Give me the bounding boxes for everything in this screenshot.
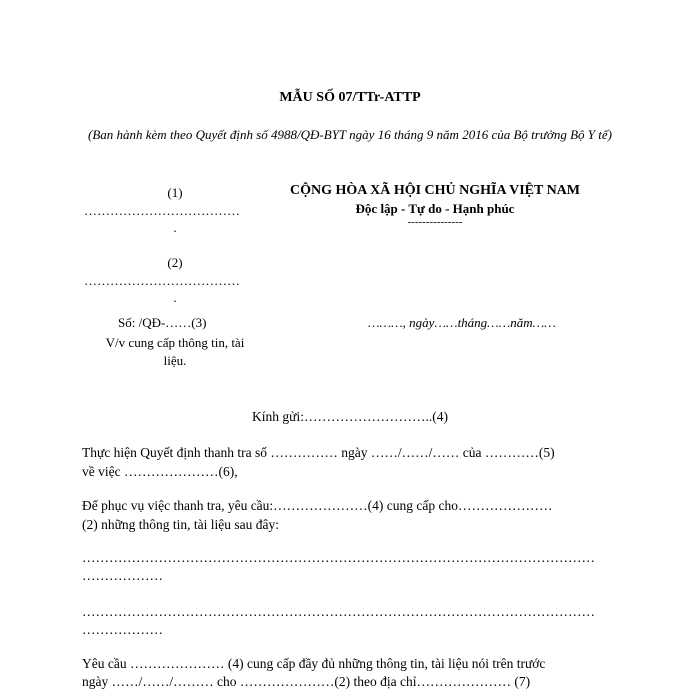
paragraph-1-line-1: Thực hiện Quyết định thanh tra số …………… ngày ……/……/…… của …………(5) — [82, 445, 555, 460]
motto: Độc lập - Tự do - Hạnh phúc — [355, 201, 515, 216]
document-number: Số: /QĐ-……(3) — [118, 315, 207, 330]
paragraph-2-line-2: (2) những thông tin, tài liệu sau đây: — [82, 517, 280, 532]
nation-header: CỘNG HÒA XÃ HỘI CHỦ NGHĨA VIỆT NAM — [289, 183, 580, 198]
blank-line-a-1: …………………………………………………………………………………………………… — [82, 550, 595, 565]
paragraph-3-line-2: ngày ……/……/……… cho …………………(2) theo địa chỉ………………… (7) — [82, 674, 531, 689]
paragraph-2-line-1: Để phục vụ việc thanh tra, yêu cầu:…………………(4) cung cấp cho………………… — [82, 498, 553, 513]
form-title: MẪU SỐ 07/TTr-ATTP — [279, 90, 421, 105]
salutation: Kính gửi:………………………..(4) — [252, 409, 448, 424]
blank-line-b-2: ……………… — [82, 622, 163, 637]
paragraph-3-line-1: Yêu cầu ………………… (4) cung cấp đầy đủ những thông tin, tài liệu nói trên trước — [82, 656, 546, 671]
subject-line-2: liệu. — [163, 353, 187, 368]
subject-line-1: V/v cung cấp thông tin, tài — [105, 335, 245, 350]
form-subtitle: (Ban hành kèm theo Quyết định số 4988/QĐ-BYT ngày 16 tháng 9 năm 2016 của Bộ trưởng Bộ Y tế) — [88, 127, 612, 142]
org1-label: (1) — [167, 185, 183, 200]
org1-dots: ……………………………… — [84, 203, 240, 218]
org2-dot: . — [173, 290, 177, 305]
org2-label: (2) — [167, 255, 183, 270]
blank-line-a-2: ……………… — [82, 568, 163, 583]
motto-rule: --------------- — [407, 216, 463, 228]
org1-dot: . — [173, 220, 177, 235]
org2-dots: ……………………………… — [84, 273, 240, 288]
date-line: ………, ngày……tháng……năm…… — [368, 315, 556, 330]
blank-line-b-1: …………………………………………………………………………………………………… — [82, 604, 595, 619]
paragraph-1-line-2: về việc …………………(6), — [82, 464, 238, 479]
